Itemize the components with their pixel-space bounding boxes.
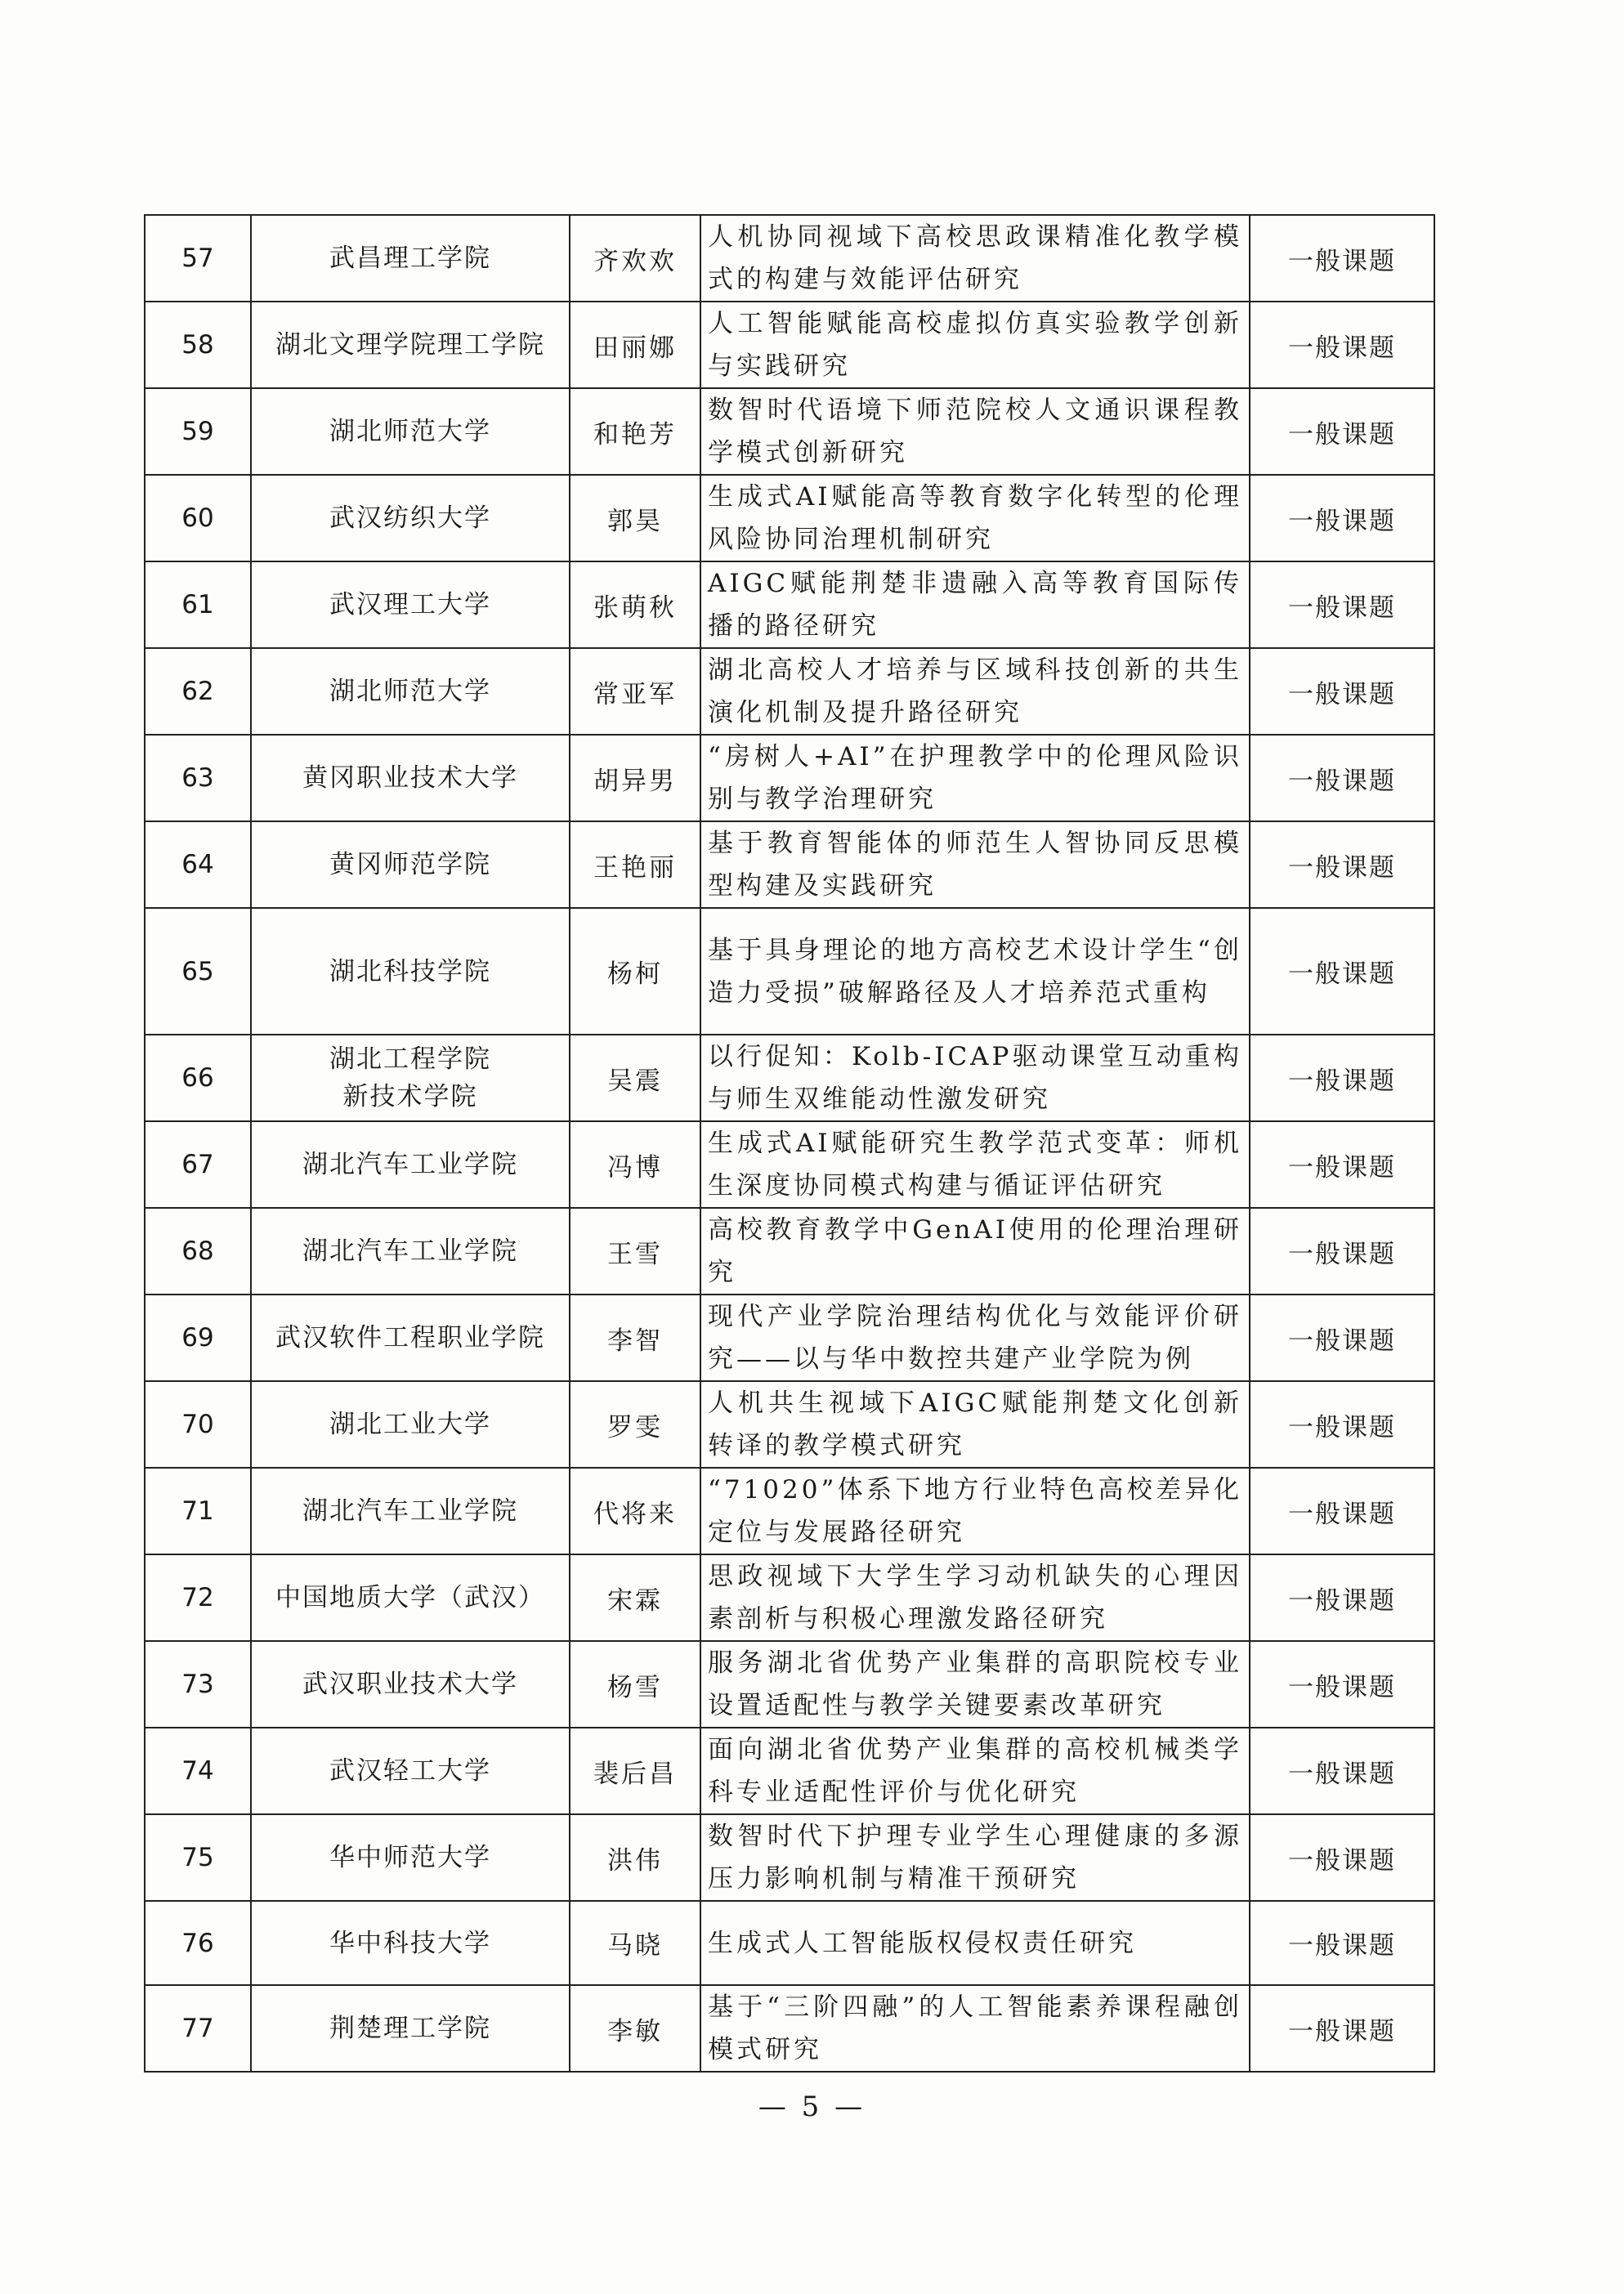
unit-line: 湖北工程学院 <box>329 1044 491 1074</box>
table-row <box>145 1468 1434 1554</box>
project-title-cell: 面向湖北省优势产业集群的高校机械类学科专业适配性评价与优化研究 <box>700 1728 1250 1814</box>
project-title-cell: 湖北高校人才培养与区域科技创新的共生演化机制及提升路径研究 <box>700 648 1250 735</box>
table-row <box>145 648 1434 735</box>
project-title-cell: AIGC赋能荆楚非遗融入高等教育国际传播的路径研究 <box>700 561 1250 648</box>
row-number-cell: 65 <box>145 908 251 1035</box>
table-row <box>145 1554 1434 1641</box>
project-title-cell: 基于教育智能体的师范生人智协同反思模型构建及实践研究 <box>700 821 1250 908</box>
row-number-cell: 61 <box>145 561 251 648</box>
row-number-cell: 70 <box>145 1381 251 1468</box>
unit-cell: 武汉职业技术大学 <box>251 1641 570 1728</box>
project-title-cell: 生成式AI赋能研究生教学范式变革：师机生深度协同模式构建与循证评估研究 <box>700 1121 1250 1208</box>
unit-cell: 湖北汽车工业学院 <box>251 1208 570 1295</box>
project-type-cell: 一般课题 <box>1250 1901 1434 1985</box>
table-row <box>145 1728 1434 1814</box>
leader-name-cell: 冯博 <box>570 1121 700 1208</box>
leader-name-cell: 张萌秋 <box>570 561 700 648</box>
table-row <box>145 1121 1434 1208</box>
leader-name-cell: 罗雯 <box>570 1381 700 1468</box>
leader-name-cell: 杨柯 <box>570 908 700 1035</box>
project-type-cell: 一般课题 <box>1250 388 1434 475</box>
project-title-cell: 服务湖北省优势产业集群的高职院校专业设置适配性与教学关键要素改革研究 <box>700 1641 1250 1728</box>
project-title-cell: 数智时代下护理专业学生心理健康的多源压力影响机制与精准干预研究 <box>700 1814 1250 1901</box>
row-number-cell: 66 <box>145 1035 251 1121</box>
row-number-cell: 59 <box>145 388 251 475</box>
unit-cell: 湖北科技学院 <box>251 908 570 1035</box>
unit-cell: 武汉纺织大学 <box>251 475 570 561</box>
leader-name-cell: 齐欢欢 <box>570 215 700 302</box>
unit-cell: 黄冈师范学院 <box>251 821 570 908</box>
unit-cell: 湖北文理学院理工学院 <box>251 302 570 388</box>
project-title-cell: 生成式AI赋能高等教育数字化转型的伦理风险协同治理机制研究 <box>700 475 1250 561</box>
unit-cell: 华中科技大学 <box>251 1901 570 1985</box>
leader-name-cell: 李敏 <box>570 1985 700 2072</box>
unit-cell: 黄冈职业技术大学 <box>251 735 570 821</box>
table-row <box>145 1295 1434 1381</box>
project-type-cell: 一般课题 <box>1250 475 1434 561</box>
project-type-cell: 一般课题 <box>1250 1728 1434 1814</box>
project-title-cell: 人机协同视域下高校思政课精准化教学模式的构建与效能评估研究 <box>700 215 1250 302</box>
project-title-cell: 人机共生视域下AIGC赋能荆楚文化创新转译的教学模式研究 <box>700 1381 1250 1468</box>
unit-cell: 武汉软件工程职业学院 <box>251 1295 570 1381</box>
project-title-cell: 基于具身理论的地方高校艺术设计学生“创造力受损”破解路径及人才培养范式重构 <box>700 908 1250 1035</box>
row-number-cell: 71 <box>145 1468 251 1554</box>
project-title-cell: “房树人+AI”在护理教学中的伦理风险识别与教学治理研究 <box>700 735 1250 821</box>
leader-name-cell: 洪伟 <box>570 1814 700 1901</box>
leader-name-cell: 马晓 <box>570 1901 700 1985</box>
unit-cell: 华中师范大学 <box>251 1814 570 1901</box>
row-number-cell: 69 <box>145 1295 251 1381</box>
table-row <box>145 302 1434 388</box>
row-number-cell: 60 <box>145 475 251 561</box>
row-number-cell: 62 <box>145 648 251 735</box>
row-number-cell: 77 <box>145 1985 251 2072</box>
unit-cell: 武昌理工学院 <box>251 215 570 302</box>
project-type-cell: 一般课题 <box>1250 735 1434 821</box>
unit-cell: 湖北汽车工业学院 <box>251 1121 570 1208</box>
row-number-cell: 58 <box>145 302 251 388</box>
project-type-cell: 一般课题 <box>1250 1381 1434 1468</box>
table-row <box>145 388 1434 475</box>
table-row <box>145 1208 1434 1295</box>
project-type-cell: 一般课题 <box>1250 1295 1434 1381</box>
table-row <box>145 561 1434 648</box>
project-type-cell: 一般课题 <box>1250 215 1434 302</box>
unit-cell: 湖北师范大学 <box>251 388 570 475</box>
row-number-cell: 64 <box>145 821 251 908</box>
table-body <box>145 215 1434 2072</box>
row-number-cell: 72 <box>145 1554 251 1641</box>
project-title-cell: 数智时代语境下师范院校人文通识课程教学模式创新研究 <box>700 388 1250 475</box>
project-title-cell: 高校教育教学中GenAI使用的伦理治理研究 <box>700 1208 1250 1295</box>
table-row <box>145 1641 1434 1728</box>
row-number-cell: 67 <box>145 1121 251 1208</box>
row-number-cell: 57 <box>145 215 251 302</box>
leader-name-cell: 杨雪 <box>570 1641 700 1728</box>
project-title-cell: 以行促知：Kolb-ICAP驱动课堂互动重构与师生双维能动性激发研究 <box>700 1035 1250 1121</box>
unit-cell: 武汉理工大学 <box>251 561 570 648</box>
table-row <box>145 1985 1434 2072</box>
project-type-cell: 一般课题 <box>1250 1468 1434 1554</box>
row-number-cell: 75 <box>145 1814 251 1901</box>
table-row <box>145 1381 1434 1468</box>
project-type-cell: 一般课题 <box>1250 1035 1434 1121</box>
unit-cell: 荆楚理工学院 <box>251 1985 570 2072</box>
table-row <box>145 1901 1434 1985</box>
project-list-table <box>144 214 1435 2073</box>
unit-line: 新技术学院 <box>342 1082 478 1111</box>
row-number-cell: 63 <box>145 735 251 821</box>
row-number-cell: 73 <box>145 1641 251 1728</box>
row-number-cell: 76 <box>145 1901 251 1985</box>
project-type-cell: 一般课题 <box>1250 648 1434 735</box>
project-title-cell: 人工智能赋能高校虚拟仿真实验教学创新与实践研究 <box>700 302 1250 388</box>
project-title-cell: 基于“三阶四融”的人工智能素养课程融创模式研究 <box>700 1985 1250 2072</box>
leader-name-cell: 郭昊 <box>570 475 700 561</box>
unit-cell: 湖北工业大学 <box>251 1381 570 1468</box>
table-row <box>145 215 1434 302</box>
unit-cell <box>251 1035 570 1121</box>
project-title-cell: 生成式人工智能版权侵权责任研究 <box>700 1901 1250 1985</box>
leader-name-cell: 田丽娜 <box>570 302 700 388</box>
project-type-cell: 一般课题 <box>1250 821 1434 908</box>
project-type-cell: 一般课题 <box>1250 561 1434 648</box>
project-type-cell: 一般课题 <box>1250 908 1434 1035</box>
table-row <box>145 1814 1434 1901</box>
unit-cell: 武汉轻工大学 <box>251 1728 570 1814</box>
project-title-cell: “71020”体系下地方行业特色高校差异化定位与发展路径研究 <box>700 1468 1250 1554</box>
table-row <box>145 1035 1434 1121</box>
project-type-cell: 一般课题 <box>1250 1814 1434 1901</box>
unit-cell: 湖北师范大学 <box>251 648 570 735</box>
row-number-cell: 74 <box>145 1728 251 1814</box>
project-type-cell: 一般课题 <box>1250 1554 1434 1641</box>
project-title-cell: 思政视域下大学生学习动机缺失的心理因素剖析与积极心理激发路径研究 <box>700 1554 1250 1641</box>
project-type-cell: 一般课题 <box>1250 302 1434 388</box>
table-row <box>145 475 1434 561</box>
unit-cell: 中国地质大学（武汉） <box>251 1554 570 1641</box>
leader-name-cell: 李智 <box>570 1295 700 1381</box>
leader-name-cell: 宋霖 <box>570 1554 700 1641</box>
project-type-cell: 一般课题 <box>1250 1208 1434 1295</box>
unit-cell: 湖北汽车工业学院 <box>251 1468 570 1554</box>
project-type-cell: 一般课题 <box>1250 1641 1434 1728</box>
leader-name-cell: 胡异男 <box>570 735 700 821</box>
project-type-cell: 一般课题 <box>1250 1985 1434 2072</box>
table-row <box>145 908 1434 1035</box>
leader-name-cell: 常亚军 <box>570 648 700 735</box>
table-row <box>145 735 1434 821</box>
leader-name-cell: 王雪 <box>570 1208 700 1295</box>
leader-name-cell: 代将来 <box>570 1468 700 1554</box>
project-title-cell: 现代产业学院治理结构优化与效能评价研究——以与华中数控共建产业学院为例 <box>700 1295 1250 1381</box>
page-number: — 5 — <box>758 2091 866 2123</box>
leader-name-cell: 和艳芳 <box>570 388 700 475</box>
leader-name-cell: 吴震 <box>570 1035 700 1121</box>
table-row <box>145 821 1434 908</box>
leader-name-cell: 裴后昌 <box>570 1728 700 1814</box>
row-number-cell: 68 <box>145 1208 251 1295</box>
leader-name-cell: 王艳丽 <box>570 821 700 908</box>
project-type-cell: 一般课题 <box>1250 1121 1434 1208</box>
